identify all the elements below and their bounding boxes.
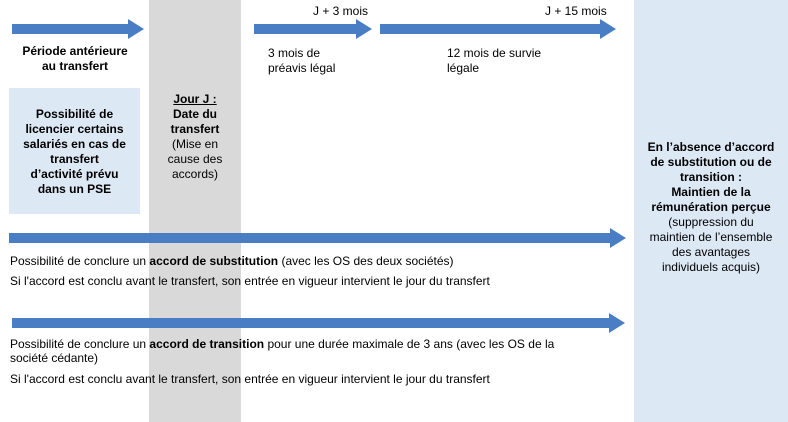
absence-normal-line: individuels acquis) [661, 260, 761, 274]
arrow-substitution [9, 228, 626, 248]
survie-line2: légale [447, 61, 480, 75]
transition-text [10, 337, 554, 352]
substitution-bold: accord de substitution [149, 254, 279, 268]
survie-line1: 12 mois de survie [447, 46, 542, 60]
absence-bold-line: transition : [680, 170, 742, 184]
pse-line: dans un PSE [37, 182, 112, 196]
period-before-line2: au transfert [41, 59, 109, 73]
pse-text [9, 107, 140, 197]
preavis-label [268, 46, 335, 76]
day-j-normal-line: accords) [171, 167, 218, 181]
absence-normal-line: des avantages [671, 245, 751, 259]
pse-line: transfert [50, 152, 99, 166]
day-j-normal-line: cause des [167, 152, 223, 166]
day-j-column [149, 0, 241, 422]
absence-normal-line: maintien de l’ensemble [649, 230, 773, 244]
transition-bold: accord de transition [149, 337, 265, 351]
day-j-bold-line: transfert [170, 122, 220, 136]
label-j3: J + 3 mois [313, 4, 369, 18]
pse-line: Possibilité de [35, 107, 114, 121]
survie-label [447, 46, 541, 76]
absence-bold-line: de substitution ou de [650, 155, 772, 169]
substitution-prefix: Possibilité de conclure un [10, 254, 150, 268]
day-j-title: Jour J : [173, 92, 217, 106]
substitution-suffix: (avec les OS des deux sociétés) [278, 254, 454, 268]
transition-line2: société cédante) [10, 351, 99, 365]
transition-prefix: Possibilité de conclure un [10, 337, 150, 351]
arrow-period-before [12, 19, 144, 39]
transition-note: Si l'accord est conclu avant le transfert, son entrée en vigueur intervient le jour du transfert [10, 372, 490, 386]
arrow-preavis [254, 19, 372, 39]
absence-bold-line: rémunération perçue [651, 200, 771, 214]
period-before-line1: Période antérieure [22, 44, 128, 58]
label-j15: J + 15 mois [545, 4, 607, 18]
pse-line: salariés en cas de [23, 137, 126, 151]
absence-bold-line: Maintien de la [671, 185, 751, 199]
preavis-line2: préavis légal [268, 61, 336, 75]
arrow-transition [12, 313, 625, 333]
substitution-text [10, 254, 454, 269]
day-j-bold-line: Date du [172, 107, 217, 121]
preavis-line1: 3 mois de [268, 46, 321, 60]
pse-line: licencier certains [25, 122, 124, 136]
arrow-survie [380, 19, 616, 39]
day-j-text [149, 92, 241, 182]
absence-bold-line: En l’absence d’accord [647, 140, 775, 154]
period-before-label [0, 44, 150, 74]
absence-text [634, 140, 788, 275]
pse-line: d’activité prévu [30, 167, 119, 181]
substitution-note: Si l'accord est conclu avant le transfert, son entrée en vigueur intervient le jour du transfert [10, 274, 490, 288]
absence-normal-line: (suppression du [668, 215, 754, 229]
day-j-normal-line: (Mise en [171, 137, 218, 151]
transition-suffix: pour une durée maximale de 3 ans (avec les OS de la [264, 337, 555, 351]
